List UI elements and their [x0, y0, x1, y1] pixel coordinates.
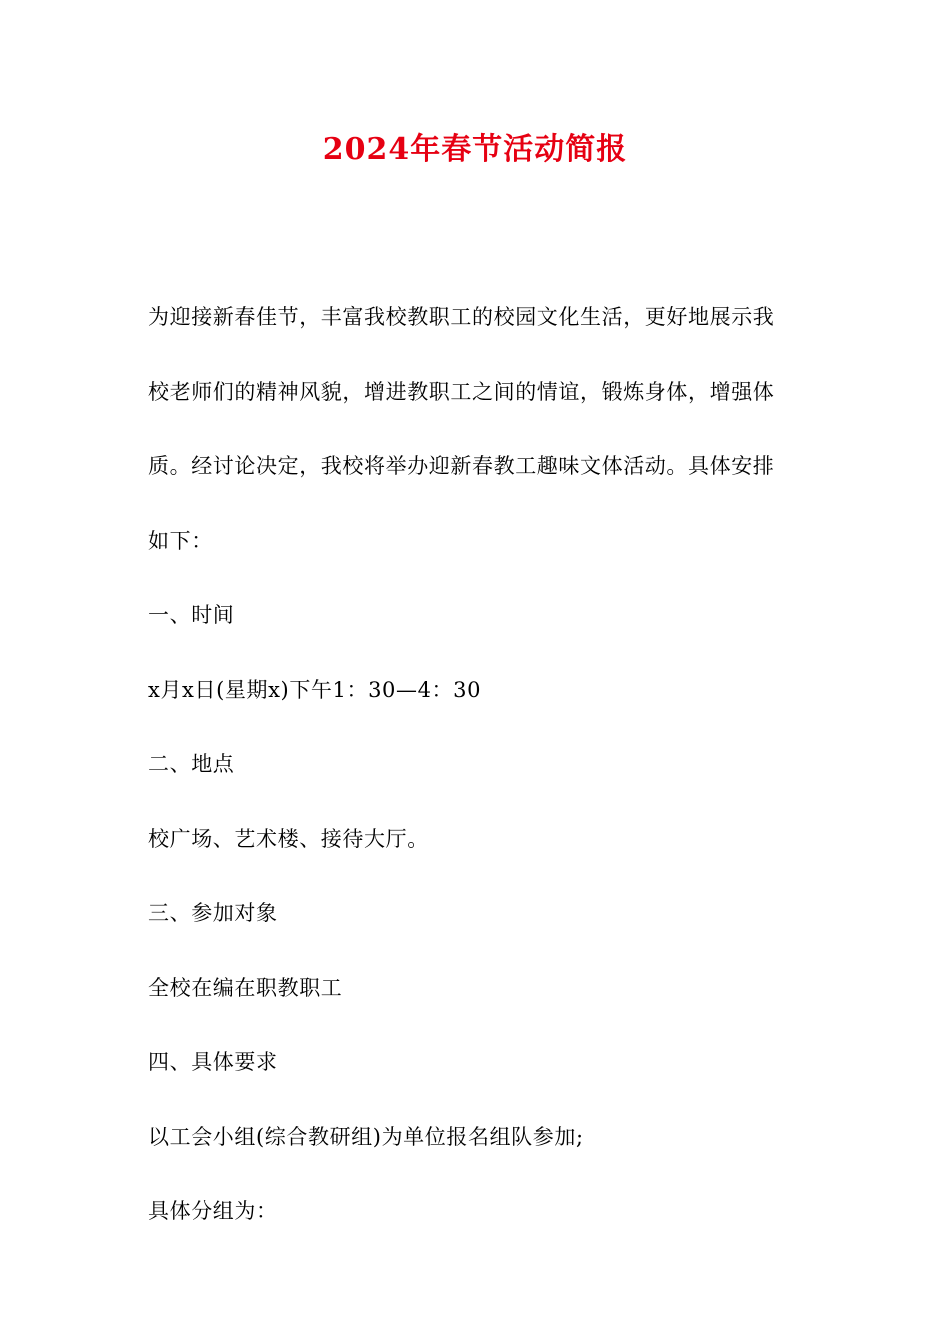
requirements-value: 以工会小组(综合教研组)为单位报名组队参加;: [148, 1124, 584, 1149]
participants-value: 全校在编在职教职工: [148, 975, 343, 1000]
document-title: 2024年春节活动简报: [322, 132, 628, 167]
paragraph-line: 为迎接新春佳节，丰富我校教职工的校园文化生活，更好地展示我: [148, 305, 775, 329]
paragraph-line: 校老师们的精神风貌，增进教职工之间的情谊，锻炼身体，增强体: [148, 379, 775, 404]
paragraph-line: 如下：: [148, 528, 213, 553]
section-heading-participants: 三、参加对象: [148, 901, 278, 925]
grouping-label: 具体分组为：: [148, 1199, 278, 1223]
document-body: [148, 280, 808, 1249]
paragraph-line: 质。经讨论决定，我校将举办迎新春教工趣味文体活动。具体安排: [148, 454, 775, 478]
location-value: 校广场、艺术楼、接待大厅。: [148, 826, 429, 851]
section-heading-requirements: 四、具体要求: [148, 1050, 278, 1074]
section-heading-location: 二、地点: [148, 752, 235, 776]
time-value: x月x日(星期x)下午1：30—4：30: [148, 677, 482, 702]
section-heading-time: 一、时间: [148, 603, 235, 627]
